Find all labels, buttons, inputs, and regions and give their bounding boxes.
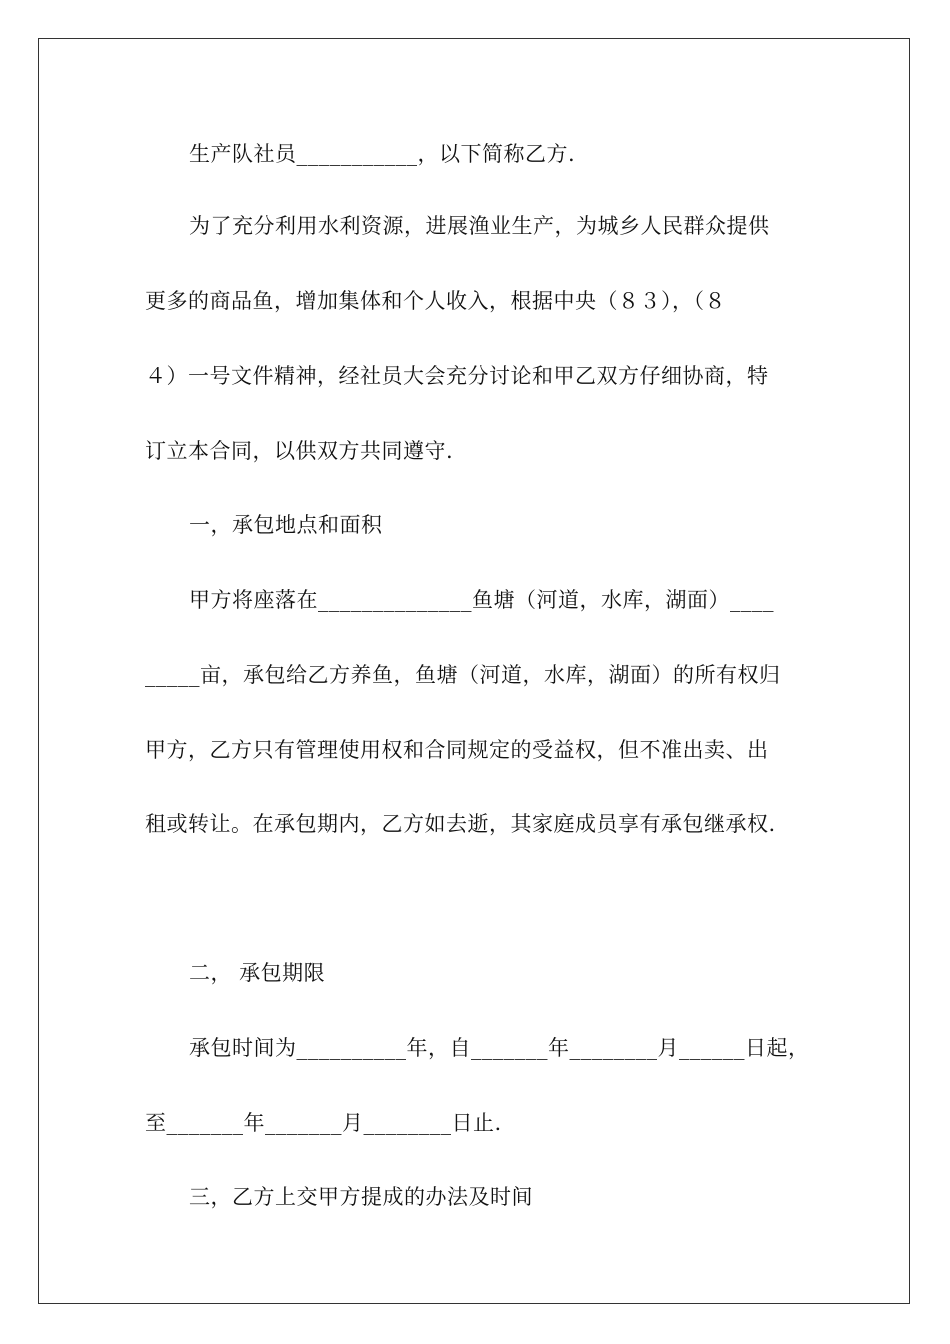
section-2-line-1: 承包时间为__________年，自_______年________月______日起， <box>189 1036 810 1060</box>
section-3-heading: 三，乙方上交甲方提成的办法及时间 <box>189 1185 533 1209</box>
preamble-line-3: ４）一号文件精神，经社员大会充分讨论和甲乙双方仔细协商，特 <box>145 364 769 388</box>
party-b-intro-line: 生产队社员___________，以下简称乙方. <box>189 142 576 166</box>
section-2-heading: 二， 承包期限 <box>189 961 326 985</box>
section-1-line-4: 租或转让。在承包期内，乙方如去逝，其家庭成员享有承包继承权. <box>145 812 776 836</box>
preamble-line-1: 为了充分利用水利资源，进展渔业生产，为城乡人民群众提供 <box>189 214 770 238</box>
section-1-line-2: _____亩，承包给乙方养鱼，鱼塘（河道，水库，湖面）的所有权归 <box>145 663 781 687</box>
section-1-line-1: 甲方将座落在______________鱼塘（河道，水库，湖面）____ <box>189 588 774 612</box>
section-1-line-3: 甲方，乙方只有管理使用权和合同规定的受益权，但不准出卖、出 <box>145 738 769 762</box>
preamble-line-2: 更多的商品鱼，增加集体和个人收入，根据中央（８３），（８ <box>145 289 726 313</box>
section-1-heading: 一，承包地点和面积 <box>189 513 383 537</box>
section-2-line-2: 至_______年_______月________日止. <box>145 1111 502 1135</box>
preamble-line-4: 订立本合同，以供双方共同遵守. <box>145 439 454 463</box>
